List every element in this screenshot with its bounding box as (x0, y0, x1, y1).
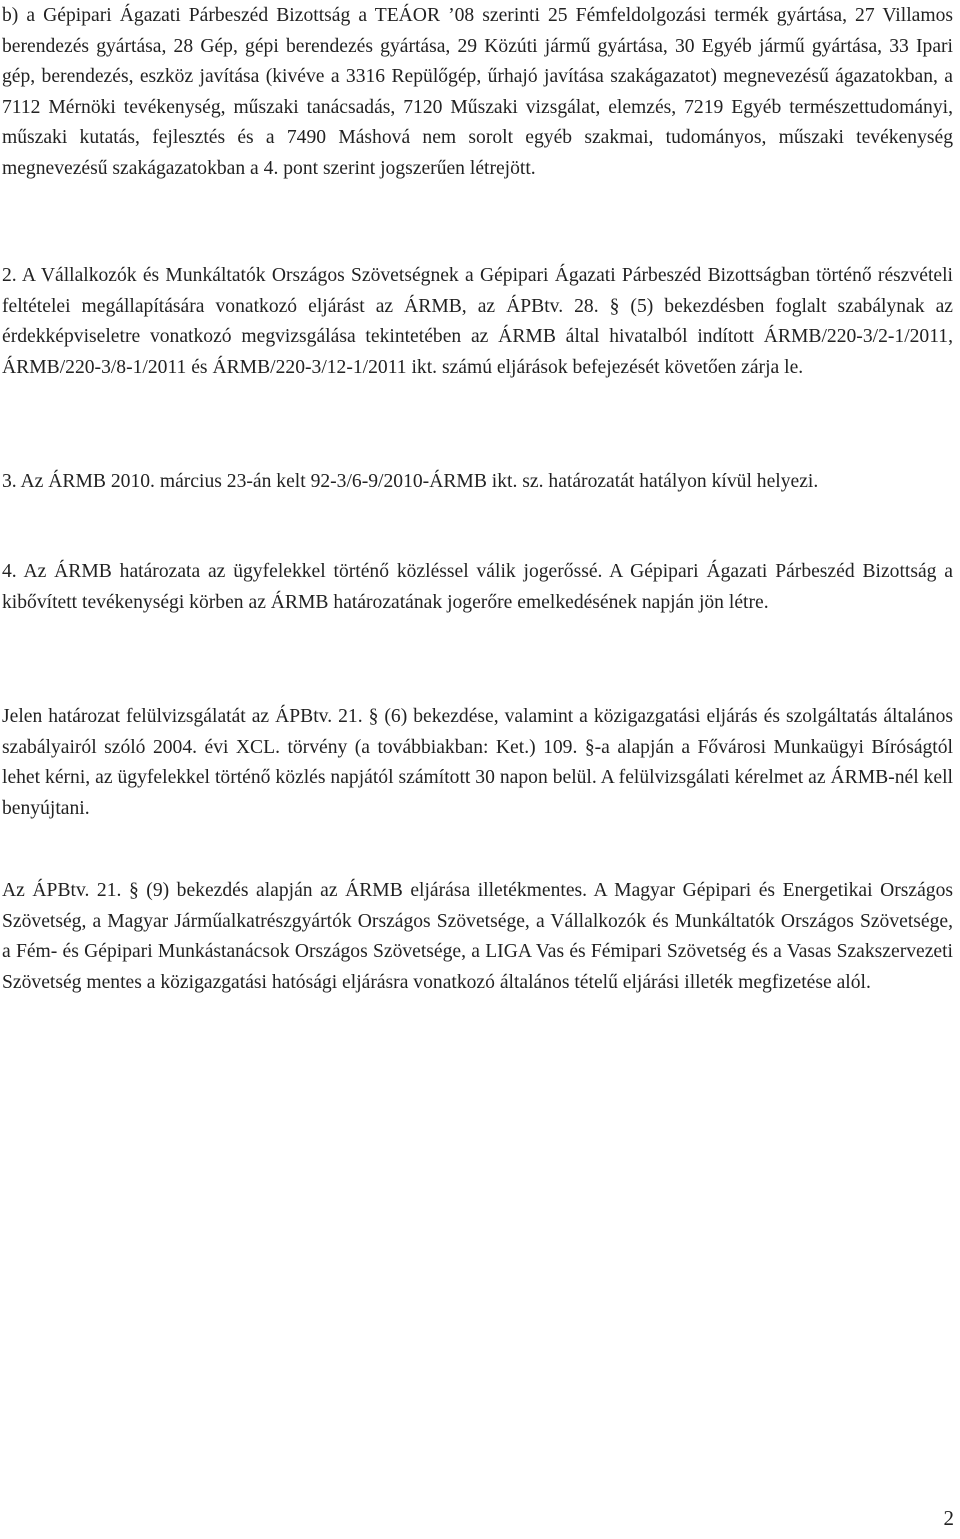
paragraph-point-3: 3. Az ÁRMB 2010. március 23-án kelt 92-3/6-9/2010-ÁRMB ikt. sz. határozatát hatályon kívül helyezi. (2, 471, 819, 492)
paragraph-point-4: 4. Az ÁRMB határozata az ügyfelekkel történő közléssel válik jogerőssé. A Gépipari Ágazati Párbeszéd Bizottság a kibővített tevékenységi körben az ÁRMB határozatának jogerőre emelkedésének napján jön létre. (2, 561, 953, 613)
paragraph-fee-exemption: Az ÁPBtv. 21. § (9) bekezdés alapján az ÁRMB eljárása illetékmentes. A Magyar Gépipari és Energetikai Országos Szövetség, a Magyar Járműalkatrészgyártók Országos Szövetsége, a Vállalkozók és Munkáltatók Országos Szövetsége, a Fém- és Gépipari Munkástanácsok Országos Szövetsége, a LIGA Vas és Fémipari Szövetség és a Vasas Szakszervezeti Szövetség mentes a közigazgatási hatósági eljárásra vonatkozó általános tételű eljárási illeték megfizetése alól. (2, 880, 953, 993)
page-number: 2 (943, 1506, 954, 1530)
paragraph-item-b: b) a Gépipari Ágazati Párbeszéd Bizottság a TEÁOR ’08 szerinti 25 Fémfeldolgozási termék gyártása, 27 Villamos berendezés gyártása, 28 Gép, gépi berendezés gyártása, 29 Közúti jármű gyártása, 30 Egyéb jármű gyártása, 33 Ipari gép, berendezés, eszköz javítása (kivéve a 3316 Repülőgép, űrhajó javítása szakágazatot) megnevezésű ágazatokban, a 7112 Mérnöki tevékenység, műszaki tanácsadás, 7120 Műszaki vizsgálat, elemzés, 7219 Egyéb természettudományi, műszaki kutatás, fejlesztés és a 7490 Máshová nem sorolt egyéb szakmai, tudományos, műszaki tevékenység megnevezésű szakágazatokban a 4. pont szerint jogszerűen létrejött. (2, 5, 953, 179)
paragraph-point-2: 2. A Vállalkozók és Munkáltatók Országos Szövetségnek a Gépipari Ágazati Párbeszéd Bizottságban történő részvételi feltételei megállapítására vonatkozó eljárást az ÁRMB, az ÁPBtv. 28. § (5) bekezdésben foglalt szabálynak az érdekképviseletre vonatkozó megvizsgálása tekintetében az ÁRMB által hivatalból indított ÁRMB/220-3/2-1/2011, ÁRMB/220-3/8-1/2011 és ÁRMB/220-3/12-1/2011 ikt. számú eljárások befejezését követően zárja le. (2, 265, 953, 378)
paragraph-review-notice: Jelen határozat felülvizsgálatát az ÁPBtv. 21. § (6) bekezdése, valamint a közigazgatási eljárás és szolgáltatás általános szabályairól szóló 2004. évi XCL. törvény (a továbbiakban: Ket.) 109. §-a alapján a Fővárosi Munkaügyi Bíróságtól lehet kérni, az ügyfelekkel történő közlés napjától számított 30 napon belül. A felülvizsgálati kérelmet az ÁRMB-nél kell benyújtani. (2, 706, 953, 819)
